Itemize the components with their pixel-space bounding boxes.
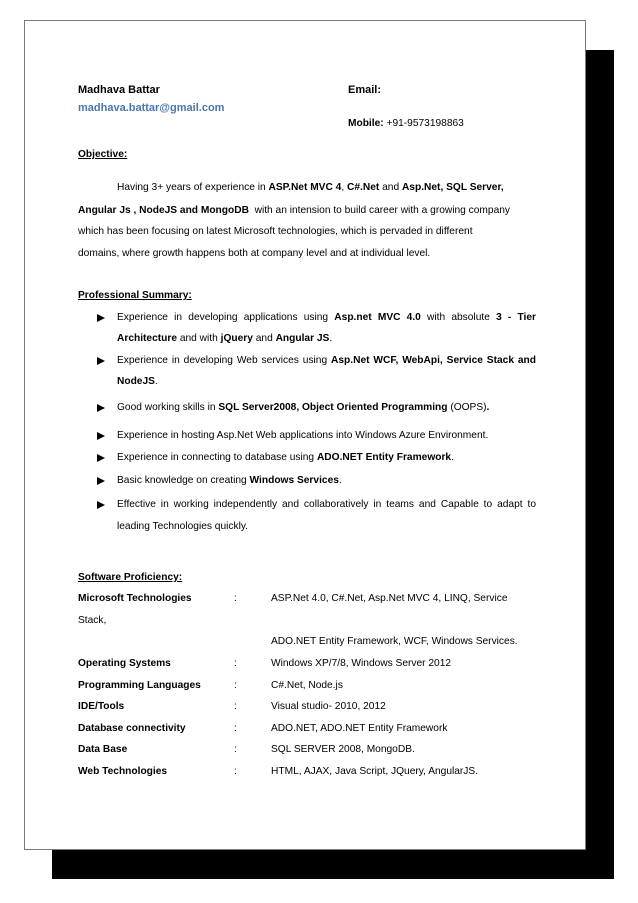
software-colon: : [234, 680, 237, 691]
software-colon: : [234, 658, 237, 669]
software-value-microsoft-wrap: Stack, [78, 615, 107, 626]
summary-item-4: Experience in hosting Asp.Net Web applications into Windows Azure Environment. [117, 430, 489, 441]
mobile-number: +91-9573198863 [386, 118, 464, 129]
arrow-bullet-icon [97, 314, 105, 322]
software-value-os: Windows XP/7/8, Windows Server 2012 [271, 658, 452, 669]
software-value-ide: Visual studio- 2010, 2012 [271, 701, 386, 712]
arrow-bullet-icon [97, 501, 105, 509]
software-label-languages: Programming Languages [78, 680, 201, 691]
software-colon: : [234, 766, 237, 777]
resume-page [24, 20, 586, 850]
summary-item-1-line-2: Architecture and with jQuery and Angular JS. [117, 333, 333, 344]
email-label: Email: [348, 84, 382, 96]
summary-item-6: Basic knowledge on creating Windows Services. [117, 475, 342, 486]
summary-item-7-line-2: leading Technologies quickly. [117, 521, 249, 532]
arrow-bullet-icon [97, 357, 105, 365]
arrow-bullet-icon [97, 432, 105, 440]
email-address[interactable]: madhava.battar@gmail.com [78, 102, 225, 114]
mobile-line [348, 117, 464, 131]
software-heading: Software Proficiency: [78, 572, 183, 583]
software-value-web: HTML, AJAX, Java Script, JQuery, AngularJS. [271, 766, 479, 777]
arrow-bullet-icon [97, 404, 105, 412]
objective-line-2: Angular Js , NodeJS and MongoDB with an intension to build career with a growing company [78, 205, 510, 216]
objective-heading: Objective: [78, 149, 128, 160]
objective-line-4: domains, where growth happens both at company level and at individual level. [78, 248, 431, 259]
summary-item-5: Experience in connecting to database using ADO.NET Entity Framework. [117, 452, 454, 463]
software-colon: : [234, 744, 237, 755]
software-value-microsoft: ASP.Net 4.0, C#.Net, Asp.Net MVC 4, LINQ, Service [271, 593, 508, 604]
objective-line-1: Having 3+ years of experience in ASP.Net MVC 4, C#.Net and Asp.Net, SQL Server, [117, 182, 504, 193]
summary-heading: Professional Summary: [78, 290, 192, 301]
software-value-db-connectivity: ADO.NET, ADO.NET Entity Framework [271, 723, 448, 734]
summary-item-2-line-2: NodeJS. [117, 376, 158, 387]
arrow-bullet-icon [97, 454, 105, 462]
summary-item-2-line-1: Experience in developing Web services using Asp.Net WCF, WebApi, Service Stack and [117, 355, 537, 366]
software-colon: : [234, 701, 237, 712]
software-colon: : [234, 723, 237, 734]
objective-line-3: which has been focusing on latest Microsoft technologies, which is pervaded in different [78, 226, 473, 237]
software-label-web: Web Technologies [78, 766, 168, 777]
summary-item-1-line-1: Experience in developing applications using Asp.net MVC 4.0 with absolute 3 - Tier [117, 312, 537, 323]
software-label-microsoft: Microsoft Technologies [78, 593, 192, 604]
software-label-os: Operating Systems [78, 658, 171, 669]
software-value-database: SQL SERVER 2008, MongoDB. [271, 744, 415, 755]
software-label-db-connectivity: Database connectivity [78, 723, 186, 734]
software-label-ide: IDE/Tools [78, 701, 125, 712]
candidate-name: Madhava Battar [78, 84, 160, 96]
arrow-bullet-icon [97, 477, 105, 485]
software-colon: : [234, 593, 237, 604]
software-value-microsoft-extra: ADO.NET Entity Framework, WCF, Windows Services. [271, 636, 518, 647]
software-label-database: Data Base [78, 744, 128, 755]
software-value-languages: C#.Net, Node.js [271, 680, 343, 691]
summary-item-3: Good working skills in SQL Server2008, Object Oriented Programming (OOPS). [117, 402, 490, 413]
mobile-label: Mobile: [348, 118, 384, 129]
summary-item-7-line-1: Effective in working independently and collaboratively in teams and Capable to adapt to [117, 499, 536, 510]
